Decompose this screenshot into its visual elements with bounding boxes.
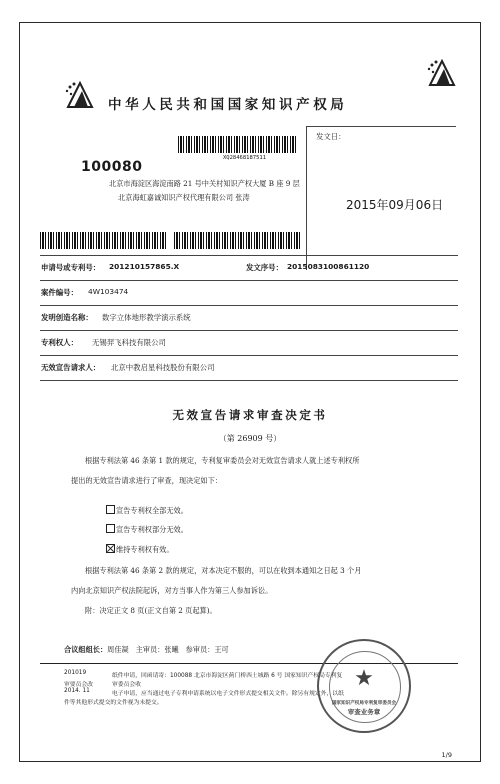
paragraph-1-line-1: 根据专利法第 46 条第 1 款的规定，专利复审委员会对无效宣告请求人就上述专利权所 [85,456,360,465]
leader-name: 周佳凝 [107,645,129,654]
footer-code-3: 2014. 11 [64,688,90,694]
footer-code-1: 201019 [64,670,87,676]
main-examiner-label: 主审员： [135,645,165,654]
footer-code-2: 审要员会改 [64,682,93,688]
rule-5 [40,355,458,356]
rule-3 [40,305,458,306]
paragraph-2-line-2: 内向北京知识产权法院起诉，对方当事人作为第三人参加诉讼。 [71,586,273,595]
rule-2 [40,280,458,281]
member-name: 王可 [214,645,229,654]
barcode-number: XQ28468187511 [223,155,267,161]
seal-text: 国家知识产权局专利复审委员会 [331,701,397,706]
application-label: 申请号或专利号： [41,263,101,272]
footer-note-2b: 件等其他形式提交的文件视为未提交。 [64,700,163,706]
seal-star-icon: ★ [354,666,374,691]
member-label: 参审员： [185,645,215,654]
requester-label: 无效宣告请求人： [41,363,101,372]
checkbox-empty-icon [106,505,115,514]
patentee-label: 专利权人： [41,338,78,347]
seal-bottom-text: 审查业务章 [347,708,381,716]
document-page [19,22,481,762]
page-number: 1/9 [441,751,452,759]
address-line-2: 北京海虹嘉诚知识产权代理有限公司 张涛 [118,193,250,202]
seal-text-block [319,699,409,717]
main-examiner-name: 张曦 [164,645,179,654]
paragraph-1-line-2: 提出的无效宣告请求进行了审查，现决定如下： [71,476,222,485]
official-seal [317,639,411,733]
paragraph-2 [71,561,461,601]
decision-number: （第 26909 号） [218,434,282,443]
divider-vertical [306,126,307,270]
send-date-label: 发文日： [316,132,346,141]
invention-label: 发明创造名称： [41,313,93,322]
option-maintain-valid [106,544,174,555]
decision-title: 无效宣告请求审查决定书 [172,408,328,422]
header-title: 中华人民共和国国家知识产权局 [108,97,348,113]
signature-line [64,645,229,655]
checkbox-checked-icon [106,544,115,553]
bottom-barcode-left [40,232,168,249]
invention-value: 数字立体地形教学演示系统 [102,313,191,322]
rule-6 [40,380,458,381]
option-maintain-valid-label: 维持专利权有效。 [116,545,174,554]
address-line-1: 北京市海淀区海淀南路 21 号中关村知识产权大厦 B 座 9 层 [109,179,300,188]
footer-note-1: 纸件申请，回函请寄：100088 北京市海淀区蓟门桥西土城路 6 号 国家知识产权局专利复 [112,673,343,679]
bottom-barcode-right [174,232,300,249]
send-date: 2015年09月06日 [346,198,444,212]
option-invalid-part [106,524,188,535]
paragraph-2-line-1: 根据专利法第 46 条第 2 款的规定，对本决定不服的，可以在收到本通知之日起 3 个月 [85,566,362,575]
rule-1 [40,255,458,256]
doc-serial-value: 2015083100861120 [287,262,370,271]
application-value: 201210157865.X [109,262,180,271]
attachment-note: 附：决定正文 8 页(正文自第 2 页起算)。 [85,606,217,615]
checkbox-empty-icon [106,524,115,533]
top-barcode [178,136,296,153]
case-value: 4W103474 [88,287,129,296]
option-invalid-all-label: 宣告专利权全部无效。 [116,506,188,515]
footer-note-1b: 审委员会收 [112,682,141,688]
paragraph-1 [71,451,461,491]
requester-value: 北京中教启星科技股份有限公司 [111,363,215,372]
rule-4 [40,330,458,331]
divider-top [306,126,456,127]
option-invalid-all [106,505,188,516]
footer-note-2: 电子申请，应当通过电子专利申请系统以电子文件形式提交相关文件。除另有规定外，以纸 [112,691,344,697]
patentee-value: 无锡羿飞科技有限公司 [92,338,166,347]
option-invalid-part-label: 宣告专利权部分无效。 [116,525,188,534]
doc-serial-label: 发文序号： [246,263,283,272]
postcode: 100080 [81,159,143,175]
leader-label: 合议组组长： [64,645,108,654]
cnipa-logo-right-icon [426,57,458,89]
case-label: 案件编号： [41,288,78,297]
cnipa-logo-icon [64,79,96,111]
